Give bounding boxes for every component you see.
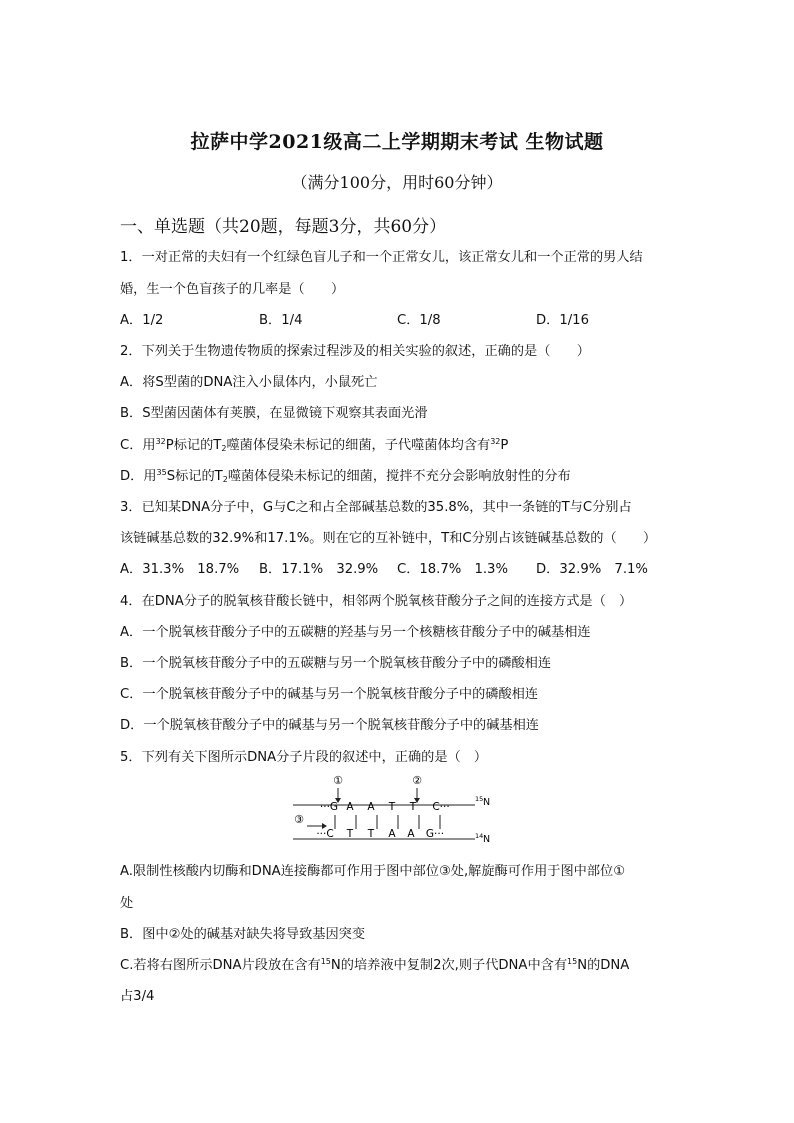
- bottom-base: A: [407, 828, 415, 840]
- marker-3: ③: [294, 813, 304, 826]
- q2-d-sup: 35: [156, 468, 167, 477]
- q2-c-sup1: 32: [155, 437, 166, 446]
- q5-option-c-line2: 占3/4: [120, 989, 155, 1004]
- q1-option-a: A．1/2: [120, 313, 164, 328]
- top-base: C···: [432, 801, 450, 813]
- bottom-base: ···C: [316, 828, 334, 840]
- q2-option-c: [120, 437, 508, 455]
- q4-option-d: D．一个脱氧核苷酸分子中的碱基与另一个脱氧核苷酸分子中的碱基相连: [120, 718, 539, 733]
- top-strand-label: N: [483, 797, 491, 808]
- q2-d-mid1: S标记的T: [166, 469, 223, 484]
- bottom-base: T: [346, 828, 354, 840]
- q5-c-end: N的DNA: [577, 958, 630, 973]
- q4-option-b: B．一个脱氧核苷酸分子中的五碳糖与另一个脱氧核苷酸分子中的磷酸相连: [120, 656, 552, 671]
- q2-c-prefix: C．用: [120, 438, 156, 453]
- q2-c-sup2: 32: [490, 437, 501, 446]
- q4-option-c: C．一个脱氧核苷酸分子中的碱基与另一个脱氧核苷酸分子中的磷酸相连: [120, 687, 539, 702]
- q4-option-a: A．一个脱氧核苷酸分子中的五碳糖的羟基与另一个核糖核苷酸分子中的碱基相连: [120, 625, 591, 640]
- top-base: T: [409, 801, 417, 813]
- section-heading: 一、单选题（共20题，每题3分，共60分）: [120, 217, 447, 237]
- q3-option-c: C．18.7% 1.3%: [397, 562, 508, 577]
- q5-option-b: B．图中②处的碱基对缺失将导致基因突变: [120, 927, 366, 942]
- q3-option-a: A．31.3% 18.7%: [120, 562, 240, 577]
- q1-option-c: C．1/8: [397, 313, 441, 328]
- q4-stem: 4．在DNA分子的脱氧核苷酸长链中，相邻两个脱氧核苷酸分子之间的连接方式是（ ）: [120, 594, 633, 609]
- q5-c-sup2: 15: [567, 957, 578, 966]
- q5-c-sup1: 15: [320, 957, 331, 966]
- q3-stem-line2: 该链碱基总数的32.9%和17.1%。则在它的互补链中，T和C分别占该链碱基总数的（ ）: [120, 531, 657, 546]
- top-strand-label-sup: 15: [475, 795, 484, 803]
- bottom-strand-label: N: [483, 834, 491, 845]
- q3-option-b: B．17.1% 32.9%: [259, 562, 379, 577]
- exam-title: 拉萨中学2021级高二上学期期末考试 生物试题: [190, 131, 604, 153]
- top-base: ···G: [319, 801, 339, 813]
- q5-c-mid: N的培养液中复制2次,则子代DNA中含有: [330, 958, 568, 973]
- q2-d-sub: 2: [222, 475, 228, 484]
- exam-subtitle: （满分100分，用时60分钟）: [291, 173, 503, 192]
- q2-c-sub: 2: [221, 444, 227, 453]
- q3-option-d: D．32.9% 7.1%: [536, 562, 648, 577]
- marker-1: ①: [333, 774, 343, 787]
- marker-2: ②: [412, 774, 422, 787]
- dna-fragment-diagram: [285, 770, 525, 850]
- q2-option-d: [120, 468, 571, 486]
- top-base: A: [346, 801, 354, 813]
- q5-stem: 5．下列有关下图所示DNA分子片段的叙述中，正确的是（ ）: [120, 750, 488, 765]
- q3-stem-line1: 3．已知某DNA分子中，G与C之和占全部碱基总数的35.8%，其中一条链的T与C分别占: [120, 500, 632, 515]
- q1-option-b: B．1/4: [259, 313, 303, 328]
- top-base: T: [388, 801, 396, 813]
- bottom-base: G···: [425, 828, 445, 840]
- q5-c-prefix: C.若将右图所示DNA片段放在含有: [120, 958, 321, 973]
- q2-d-end: 噬菌体侵染未标记的细菌，搅拌不充分会影响放射性的分布: [227, 469, 571, 484]
- q2-option-b: B．S型菌因菌体有荚膜，在显微镜下观察其表面光滑: [120, 406, 428, 421]
- q1-stem-line1: 1．一对正常的夫妇有一个红绿色盲儿子和一个正常女儿，该正常女儿和一个正常的男人结: [120, 250, 643, 265]
- top-base: A: [367, 801, 375, 813]
- q2-c-mid2: 噬菌体侵染未标记的细菌，子代噬菌体均含有: [226, 438, 491, 453]
- q2-stem: 2．下列关于生物遗传物质的探索过程涉及的相关实验的叙述，正确的是（ ）: [120, 344, 590, 359]
- q2-c-end: P: [500, 438, 509, 453]
- q2-c-mid1: P标记的T: [165, 438, 222, 453]
- q2-d-prefix: D．用: [120, 469, 157, 484]
- bottom-strand-label-sup: 14: [475, 832, 484, 840]
- bottom-base: T: [367, 828, 375, 840]
- q5-option-a-line2: 处: [120, 896, 134, 911]
- q1-option-d: D．1/16: [536, 313, 589, 328]
- q5-option-a-line1: A.限制性核酸内切酶和DNA连接酶都可作用于图中部位③处,解旋酶可作用于图中部位①: [120, 864, 626, 879]
- q1-stem-line2: 婚，生一个色盲孩子的几率是（ ）: [120, 282, 345, 297]
- bottom-base: A: [388, 828, 396, 840]
- q2-option-a: A．将S型菌的DNA注入小鼠体内，小鼠死亡: [120, 375, 378, 390]
- q5-option-c-line1: [120, 957, 629, 975]
